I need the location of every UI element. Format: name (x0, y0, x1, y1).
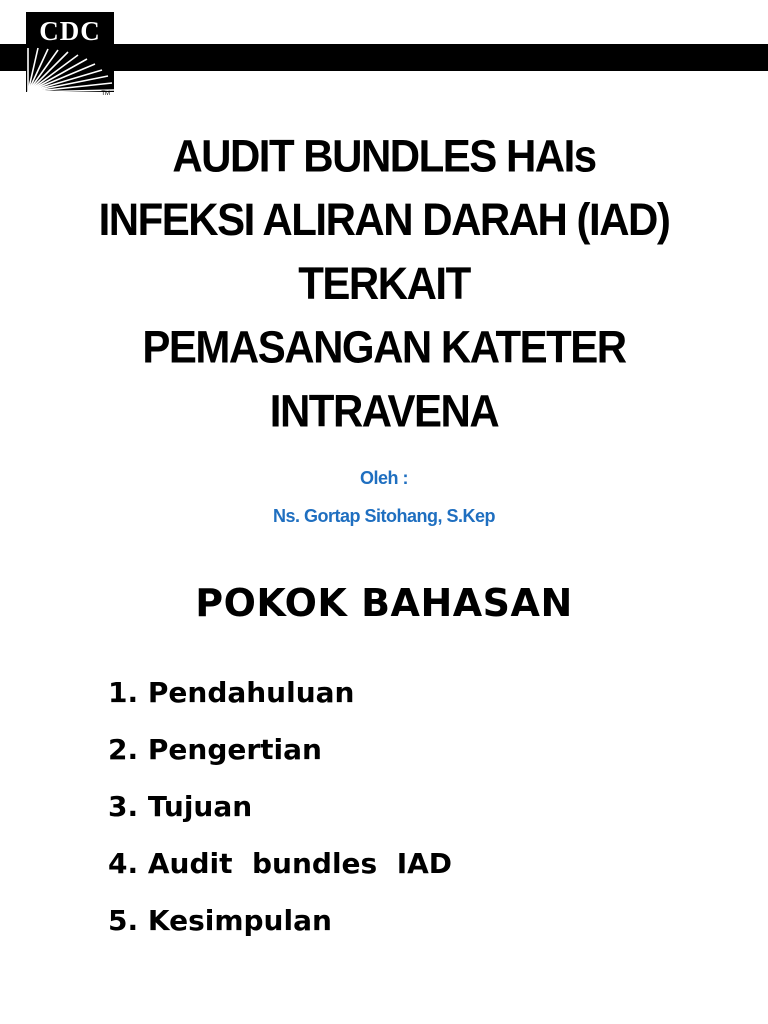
title-line: AUDIT BUNDLES HAIs (172, 130, 596, 182)
list-item: 2. Pengertian (108, 733, 322, 766)
list-item: 5. Kesimpulan (108, 904, 332, 937)
header-bar (0, 44, 768, 71)
list-item: 3. Tujuan (108, 790, 253, 823)
topic-list (108, 664, 452, 949)
trademark-mark: TM (101, 91, 110, 97)
author-block (0, 459, 768, 535)
cdc-logo-text: CDC (39, 16, 101, 46)
author-name: Ns. Gortap Sitohang, S.Kep (272, 506, 496, 526)
cdc-logo-box (26, 12, 114, 92)
list-item: 4. Audit bundles IAD (108, 847, 453, 880)
cdc-logo (26, 12, 114, 98)
list-item: 1. Pendahuluan (108, 676, 355, 709)
title-line: TERKAIT (298, 257, 470, 309)
author-label: Oleh : (359, 468, 408, 488)
section-heading: POKOK BAHASAN (195, 581, 573, 625)
title-line: INTRAVENA (269, 385, 499, 437)
cdc-logo-rays-icon (26, 46, 114, 92)
slide-title (0, 124, 768, 443)
title-line: INFEKSI ALIRAN DARAH (IAD) (98, 194, 670, 245)
title-line: PEMASANGAN KATETER (142, 321, 626, 373)
